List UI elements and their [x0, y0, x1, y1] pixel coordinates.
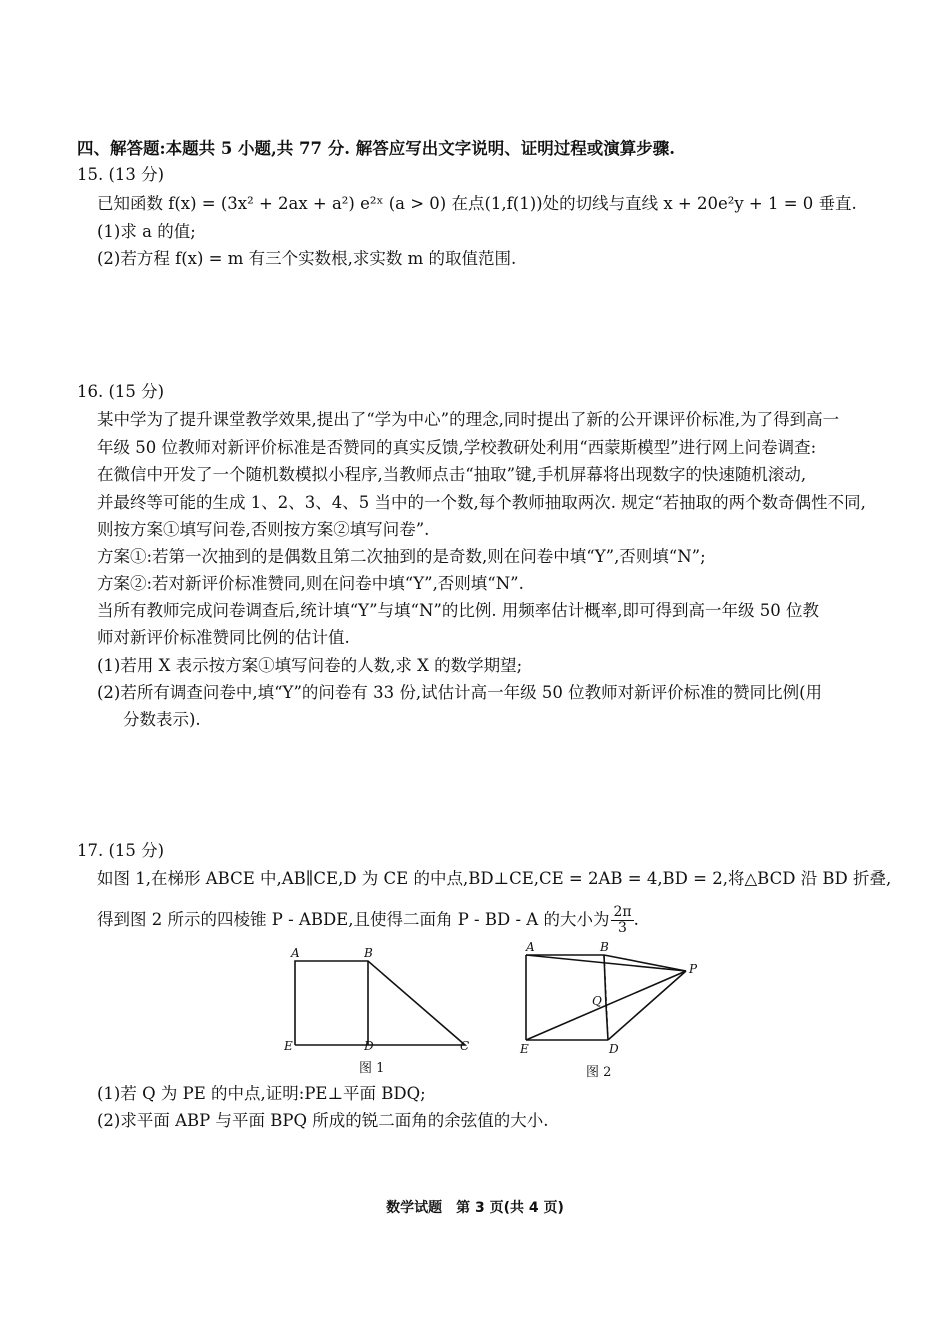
q17-line2-end: . — [633, 910, 639, 929]
fig2-label-E: E — [520, 1042, 529, 1056]
q15-part1: (1)求 a 的值; — [97, 222, 196, 241]
q15-part2: (2)若方程 f(x) = m 有三个实数根,求实数 m 的取值范围. — [97, 249, 517, 268]
q16-line: 方案②:若对新评价标准赞同,则在问卷中填“Y”,否则填“N”. — [97, 574, 524, 593]
section-heading: 四、解答题:本题共 5 小题,共 77 分. 解答应写出文字说明、证明过程或演算步骤. — [77, 139, 675, 158]
q16-line: (2)若所有调查问卷中,填“Y”的问卷有 33 份,试估计高一年级 50 位教师对新评价标准的赞同比例(用 — [97, 683, 823, 702]
fig1-caption: 图 1 — [359, 1061, 385, 1076]
fig2-caption: 图 2 — [586, 1065, 612, 1080]
fig1-label-B: B — [364, 946, 373, 960]
fig2-edge-QD — [606, 1005, 608, 1040]
q16-line: 师对新评价标准赞同比例的估计值. — [97, 628, 350, 647]
fig2-label-D: D — [609, 1042, 619, 1056]
fraction-denominator: 3 — [618, 920, 627, 936]
q15-header: 15. (13 分) — [77, 165, 165, 184]
q17-line2 — [97, 905, 639, 936]
q17-header: 17. (15 分) — [77, 841, 165, 860]
figure-2-pyramid — [520, 945, 710, 1055]
q16-line: 则按方案①填写问卷,否则按方案②填写问卷”. — [97, 520, 430, 539]
fig2-edge-AP — [526, 955, 686, 971]
fig2-edge-BP — [604, 955, 686, 971]
fig1-label-D: D — [364, 1039, 374, 1053]
fig2-label-P: P — [689, 962, 698, 976]
q16-header: 16. (15 分) — [77, 382, 165, 401]
q17-line1: 如图 1,在梯形 ABCE 中,AB∥CE,D 为 CE 的中点,BD⊥CE,CE = 2AB = 4,BD = 2,将△BCD 沿 BD 折叠, — [97, 869, 892, 888]
fig2-edge-DP — [608, 971, 686, 1040]
q16-line: 方案①:若第一次抽到的是偶数且第二次抽到的是奇数,则在问卷中填“Y”,否则填“N”; — [97, 547, 706, 566]
q17-line2-text: 得到图 2 所示的四棱锥 P - ABDE,且使得二面角 P - BD - A 的大小为 — [97, 910, 610, 929]
q16-line: 当所有教师完成问卷调查后,统计填“Y”与填“N”的比例. 用频率估计概率,即可得到高一年级 50 位教 — [97, 601, 820, 620]
fig1-edge-EABC — [295, 961, 465, 1045]
q16-line: 并最终等可能的生成 1、2、3、4、5 当中的一个数,每个教师抽取两次. 规定“若抽取的两个数奇偶性不同, — [97, 493, 866, 512]
fig2-label-B: B — [600, 940, 609, 954]
q17-part1: (1)若 Q 为 PE 的中点,证明:PE⊥平面 BDQ; — [97, 1084, 426, 1103]
q16-line: 年级 50 位教师对新评价标准是否赞同的真实反馈,学校教研处利用“西蒙斯模型”进行网上问卷调查: — [97, 438, 817, 457]
q17-part2: (2)求平面 ABP 与平面 BPQ 所成的锐二面角的余弦值的大小. — [97, 1111, 549, 1130]
figure-1-trapezoid — [285, 945, 485, 1065]
q16-line: 分数表示). — [123, 710, 201, 729]
fraction-2pi-over-3 — [611, 905, 633, 936]
fig1-label-C: C — [460, 1039, 470, 1053]
fig1-label-E: E — [284, 1039, 293, 1053]
fig2-label-A: A — [526, 940, 535, 954]
q16-line: 在微信中开发了一个随机数模拟小程序,当教师点击“抽取”键,手机屏幕将出现数字的快速随机滚动, — [97, 465, 807, 484]
q16-line: 某中学为了提升课堂教学效果,提出了“学为中心”的理念,同时提出了新的公开课评价标准,为了得到高一 — [97, 410, 840, 429]
fig1-label-A: A — [291, 946, 300, 960]
q15-stem: 已知函数 f(x) = (3x² + 2ax + a²) e²ˣ (a > 0) 在点(1,f(1))处的切线与直线 x + 20e²y + 1 = 0 垂直. — [97, 194, 857, 213]
fig2-label-Q: Q — [592, 994, 602, 1008]
fraction-numerator: 2π — [613, 904, 632, 920]
page-footer: 数学试题 第 3 页(共 4 页) — [386, 1200, 564, 1216]
q16-line: (1)若用 X 表示按方案①填写问卷的人数,求 X 的数学期望; — [97, 656, 523, 675]
